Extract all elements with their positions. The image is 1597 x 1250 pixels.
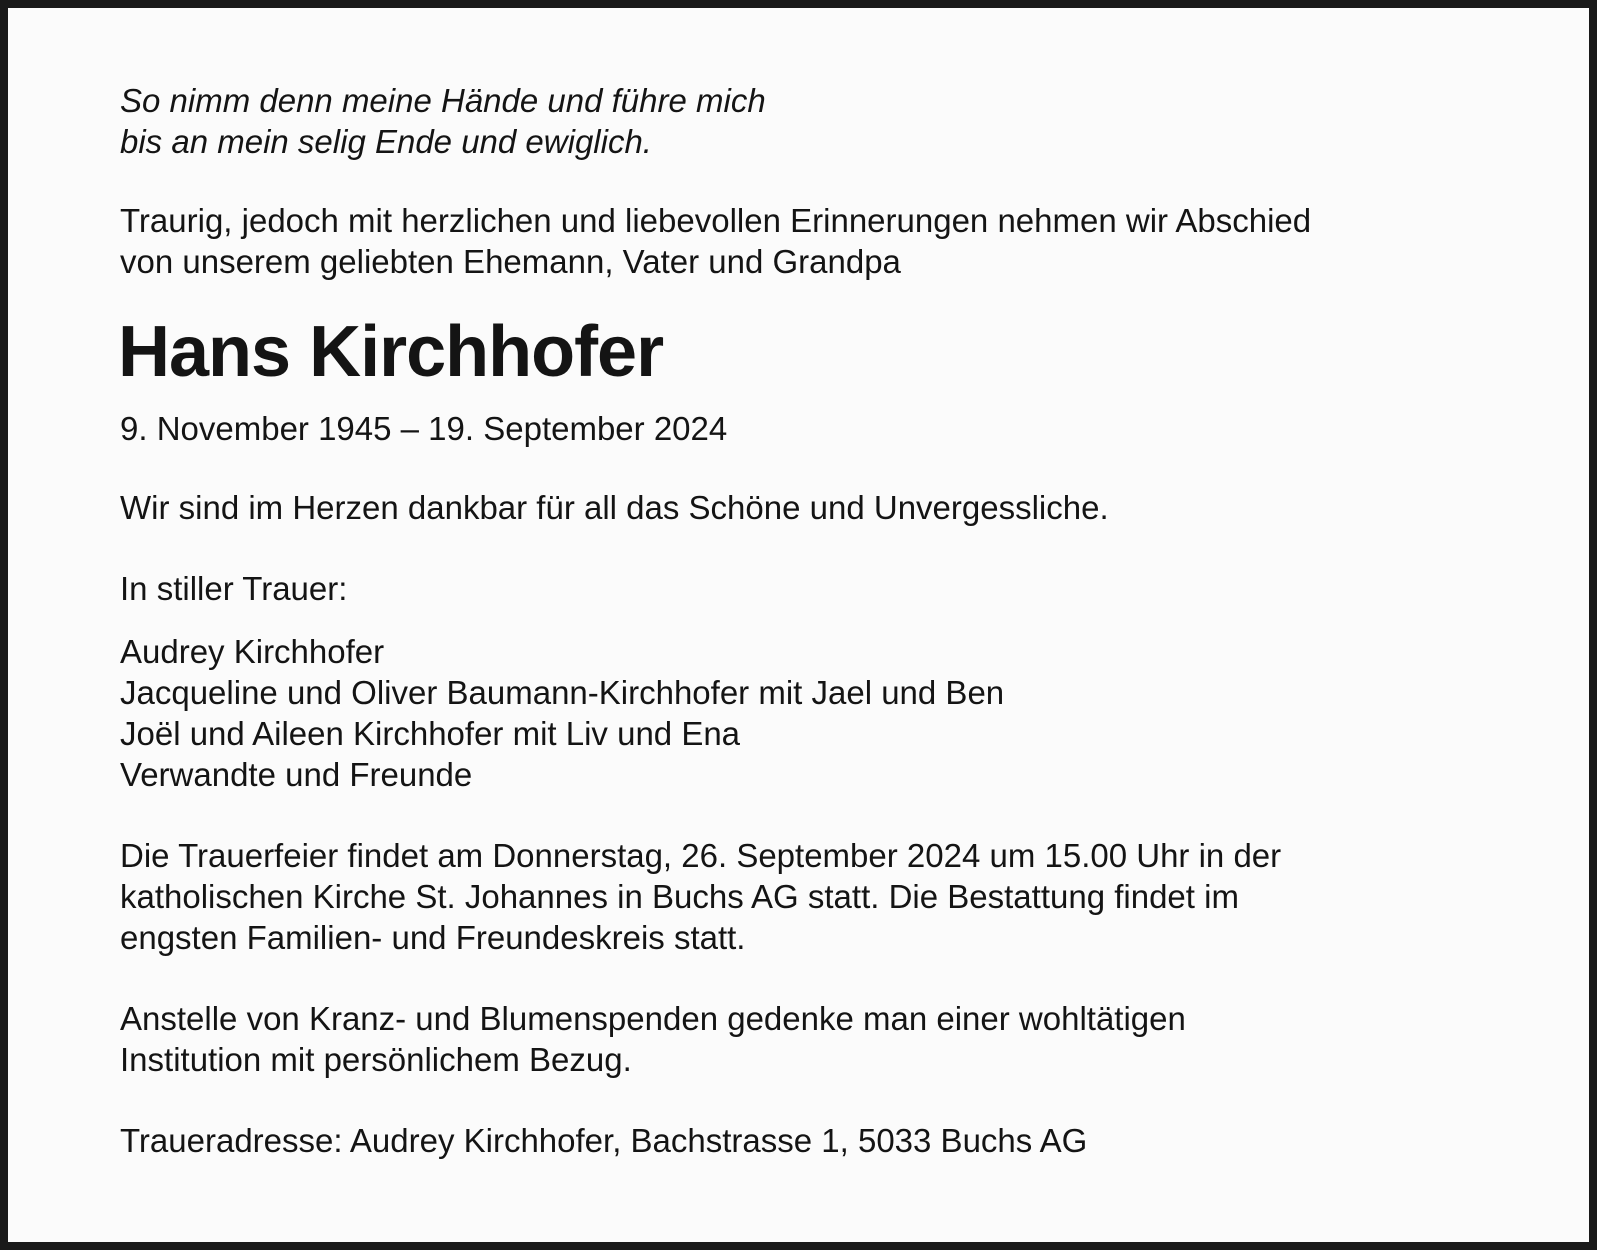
donation-line: Institution mit persönlichem Bezug. (120, 1041, 632, 1078)
donation-line: Anstelle von Kranz- und Blumenspenden gedenke man einer wohltätigen (120, 1000, 1186, 1037)
intro-line: von unserem geliebten Ehemann, Vater und Grandpa (120, 243, 901, 280)
obituary-content (120, 80, 1540, 1161)
mourning-address: Traueradresse: Audrey Kirchhofer, Bachstrasse 1, 5033 Buchs AG (120, 1122, 1088, 1159)
intro-line: Traurig, jedoch mit herzlichen und liebevollen Erinnerungen nehmen wir Abschied (120, 202, 1312, 239)
mourner-item: Joël und Aileen Kirchhofer mit Liv und Ena (120, 715, 741, 752)
mourners-list (120, 631, 1540, 795)
service-line: katholischen Kirche St. Johannes in Buchs AG statt. Die Bestattung findet im (120, 878, 1239, 915)
donation-info (120, 998, 1540, 1080)
service-line: Die Trauerfeier findet am Donnerstag, 26. September 2024 um 15.00 Uhr in der (120, 837, 1282, 874)
mourner-item: Jacqueline und Oliver Baumann-Kirchhofer mit Jael und Ben (120, 674, 1005, 711)
mourning-heading: In stiller Trauer: (120, 570, 348, 607)
service-info (120, 835, 1540, 958)
mourner-item: Audrey Kirchhofer (120, 633, 385, 670)
life-dates: 9. November 1945 – 19. September 2024 (120, 410, 728, 447)
bible-quote (120, 80, 1540, 162)
mourner-item: Verwandte und Freunde (120, 756, 473, 793)
service-line: engsten Familien- und Freundeskreis statt. (120, 919, 746, 956)
intro-text (120, 200, 1540, 282)
deceased-name: Hans Kirchhofer (118, 312, 664, 392)
thanks-text: Wir sind im Herzen dankbar für all das Schöne und Unvergessliche. (120, 489, 1109, 526)
quote-line: bis an mein selig Ende und ewiglich. (120, 123, 652, 160)
quote-line: So nimm denn meine Hände und führe mich (120, 82, 766, 119)
